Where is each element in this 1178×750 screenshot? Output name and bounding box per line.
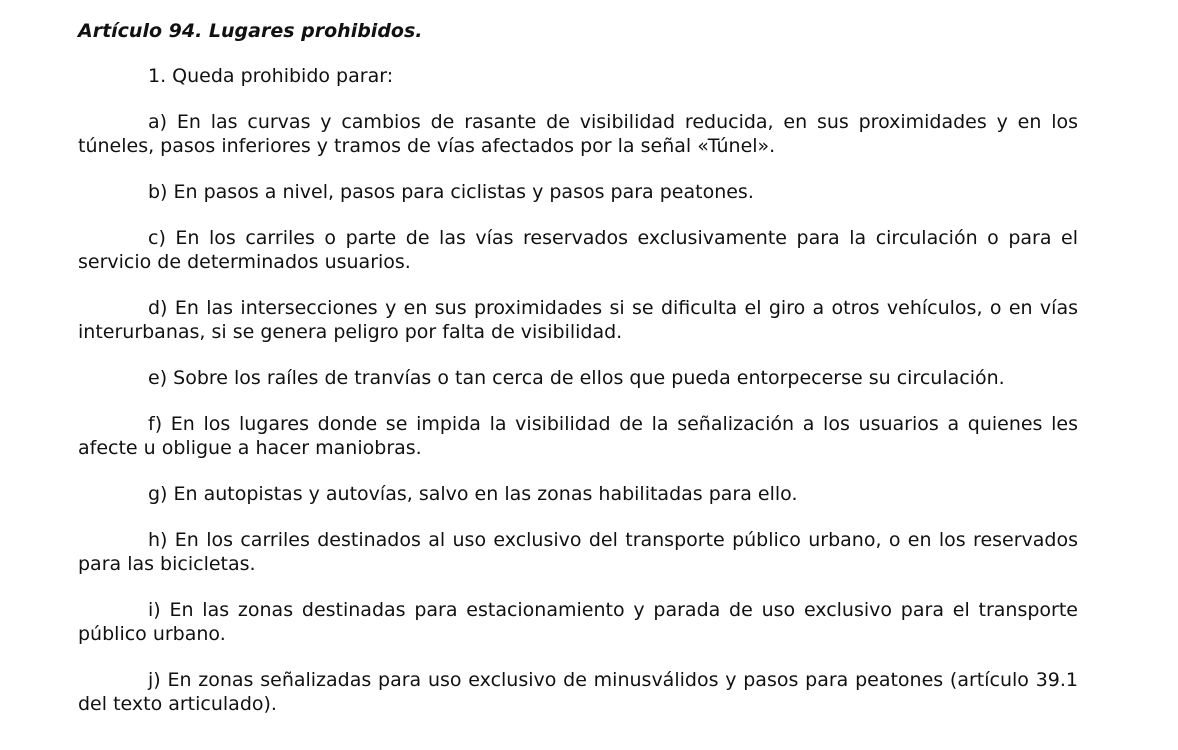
article-intro: 1. Queda prohibido parar: [148, 65, 394, 87]
list-item-h: h) En los carriles destinados al uso exclusivo del transporte público urbano, o en los reservados para las bicicletas. [78, 529, 1078, 575]
list-item-i: i) En las zonas destinadas para estacionamiento y parada de uso exclusivo para el transporte público urbano. [78, 599, 1078, 645]
list-item-e: e) Sobre los raíles de tranvías o tan cerca de ellos que pueda entorpecerse su circulación. [148, 367, 1005, 389]
article-title: Artículo 94. Lugares prohibidos. [78, 20, 423, 42]
document-page [78, 18, 1078, 738]
list-item-j: j) En zonas señalizadas para uso exclusivo de minusválidos y pasos para peatones (artículo 39.1 del texto articulado). [78, 669, 1078, 715]
list-item-g: g) En autopistas y autovías, salvo en las zonas habilitadas para ello. [148, 483, 798, 505]
list-item-c: c) En los carriles o parte de las vías reservados exclusivamente para la circulación o para el servicio de determinados usuarios. [78, 227, 1078, 273]
list-item-b: b) En pasos a nivel, pasos para ciclistas y pasos para peatones. [148, 181, 754, 203]
list-item-a: a) En las curvas y cambios de rasante de visibilidad reducida, en sus proximidades y en los túneles, pasos inferiores y tramos de vías afectados por la señal «Túnel». [78, 111, 1078, 157]
list-item-d: d) En las intersecciones y en sus proximidades si se dificulta el giro a otros vehículos, o en vías interurbanas, si se genera peligro por falta de visibilidad. [78, 297, 1078, 343]
list-item-f: f) En los lugares donde se impida la visibilidad de la señalización a los usuarios a quienes les afecte u obligue a hacer maniobras. [78, 413, 1078, 459]
